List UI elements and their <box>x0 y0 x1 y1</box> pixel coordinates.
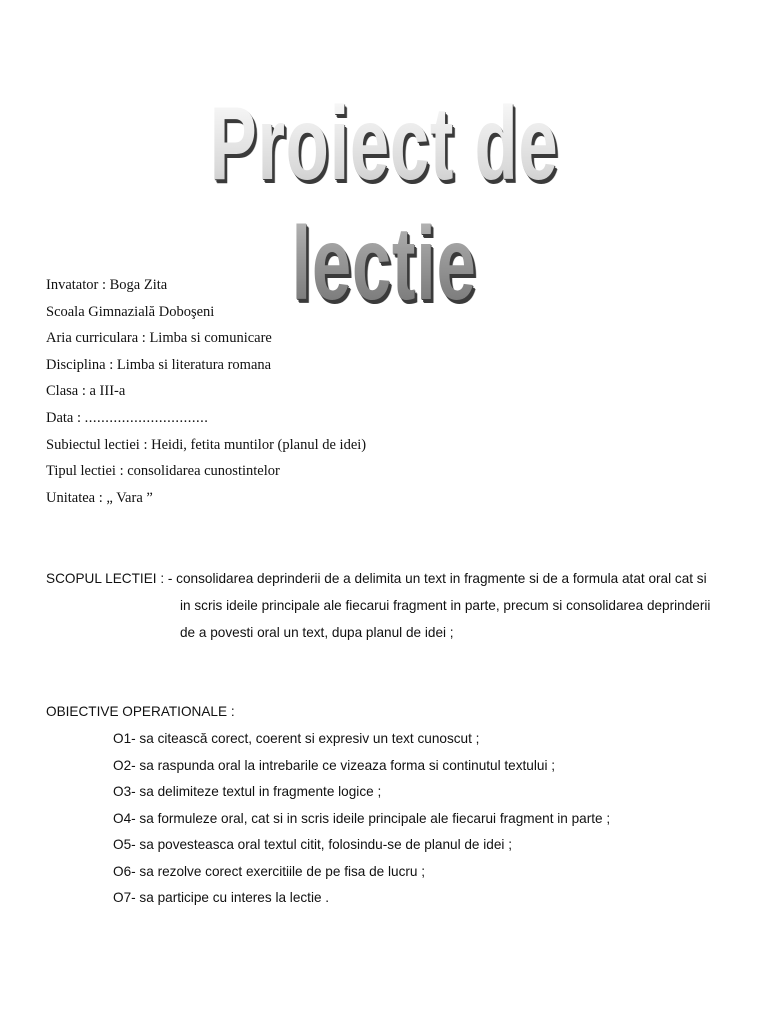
info-subiectul: Subiectul lectiei : Heidi, fetita muntilor (planul de idei) <box>46 436 367 453</box>
info-clasa: Clasa : a III-a <box>46 383 126 400</box>
info-disciplina: Disciplina : Limba si literatura romana <box>46 356 272 373</box>
lesson-scope-block <box>46 570 710 651</box>
info-aria: Aria curriculara : Limba si comunicare <box>46 330 272 347</box>
scope-line-1: - consolidarea deprinderii de a delimita un text in fragmente si de a formula atat oral cat si <box>167 571 707 586</box>
lesson-info-block <box>46 274 366 513</box>
objectives-heading: OBIECTIVE OPERATIONALE : <box>46 704 235 719</box>
scope-row-1 <box>46 570 710 597</box>
objective-item: O4- sa formuleze oral, cat si in scris ideile principale ale fiecarui fragment in parte ; <box>113 810 611 826</box>
objective-item: O6- sa rezolve corect exercitiile de pe fisa de lucru ; <box>113 863 426 879</box>
objective-item: O7- sa participe cu interes la lectie . <box>113 890 330 905</box>
objective-item: O5- sa povesteasca oral textul citit, folosindu-se de planul de idei ; <box>113 837 512 852</box>
info-data <box>46 407 366 434</box>
info-data-value: .............................. <box>84 409 209 426</box>
info-scoala: Scoala Gimnazială Doboşeni <box>46 303 215 320</box>
info-unitatea: Unitatea : „ Vara ” <box>46 489 153 506</box>
info-tipul: Tipul lectiei : consolidarea cunostintelor <box>46 463 280 480</box>
document-title: Proiect de lectie <box>123 84 645 324</box>
objective-item: O1- sa citească corect, coerent si expresiv un text cunoscut ; <box>113 731 480 746</box>
scope-label: SCOPUL LECTIEI : <box>46 571 168 586</box>
objective-item: O2- sa raspunda oral la intrebarile ce vizeaza forma si continutul textului ; <box>113 757 556 773</box>
info-invatator: Invatator : Boga Zita <box>46 277 168 293</box>
info-data-label: Data : <box>46 409 85 426</box>
objectives-block <box>46 703 610 916</box>
objective-item: O3- sa delimiteze textul in fragmente logice ; <box>113 784 382 799</box>
scope-line-2: in scris ideile principale ale fiecarui fragment in parte, precum si consolidarea deprinderii <box>180 598 711 613</box>
scope-line-3: de a povesti oral un text, dupa planul de idei ; <box>180 625 454 640</box>
